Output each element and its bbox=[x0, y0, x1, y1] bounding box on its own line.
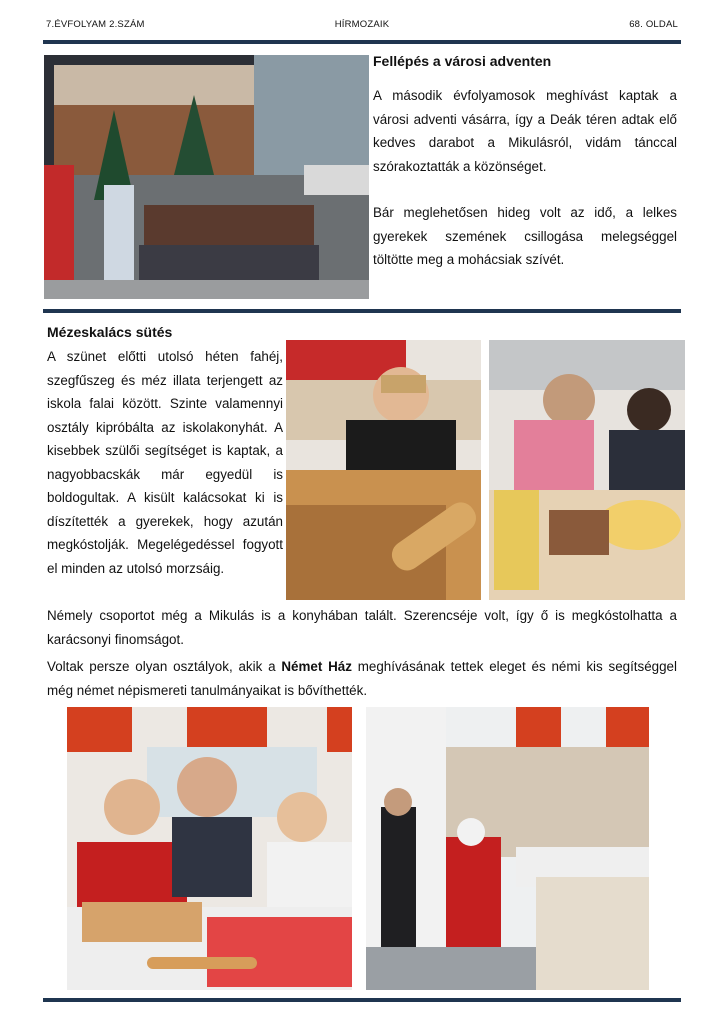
header-page-number: 68. OLDAL bbox=[629, 19, 678, 30]
baking-paragraph-2: Némely csoportot még a Mikulás is a konyhában talált. Szerencséje volt, így ő is megkóstolhatta a karácsonyi finomságot. bbox=[47, 608, 677, 647]
german-house-name: Német Ház bbox=[281, 659, 352, 674]
photo-girls-decorating-gingerbread bbox=[67, 707, 352, 990]
baking-paragraph-3 bbox=[47, 655, 677, 702]
baking-paragraph-1: A szünet előtti utolsó héten fahéj, szegfűszeg és méz illata terjengett az iskola falai között. Szinte valamennyi osztály kipróbálta az iskolakonyhát. A kisebbek szülői segítséget is kaptak, a nagyobbacskák már egyedül is boldogultak. A kisült kalácsokat ki is díszítették a gyerekek, hogy azután megkóstolják. Megelégedéssel fogyott el minden az utolsó morzsáig. bbox=[47, 349, 283, 576]
paragraph-text: meghívásának tettek eleget és némi kis segítséggel még német népismereti tanulmányaikat is bővíthették. bbox=[47, 659, 677, 698]
top-divider bbox=[43, 40, 681, 44]
bottom-divider bbox=[43, 998, 681, 1002]
photo-santa-in-kitchen bbox=[366, 707, 649, 990]
photo-girl-cutting-dough bbox=[489, 340, 685, 600]
header-issue: 7.ÉVFOLYAM 2.SZÁM bbox=[46, 19, 145, 30]
photo-boy-cutting-dough bbox=[286, 340, 481, 600]
advent-paragraph-2: Bár meglehetősen hideg volt az idő, a lelkes gyerekek szemének csillogása melegséggel töltötte meg a mohácsiak szívét. bbox=[373, 205, 677, 267]
paragraph-text: Voltak persze olyan osztályok, akik a bbox=[47, 659, 282, 674]
header-magazine: HÍRMOZAIK bbox=[334, 19, 390, 30]
baking-title: Mézeskalács sütés bbox=[47, 324, 173, 340]
photo-advent-performance bbox=[44, 55, 369, 299]
section-divider bbox=[43, 309, 681, 313]
advent-title: Fellépés a városi adventen bbox=[373, 53, 552, 69]
advent-paragraph-1: A második évfolyamosok meghívást kaptak a városi adventi vásárra, így a Deák téren adtak elő kedves darabot a Mikulásról, vidám tánccal szórakoztatták a közönséget. bbox=[373, 88, 677, 174]
